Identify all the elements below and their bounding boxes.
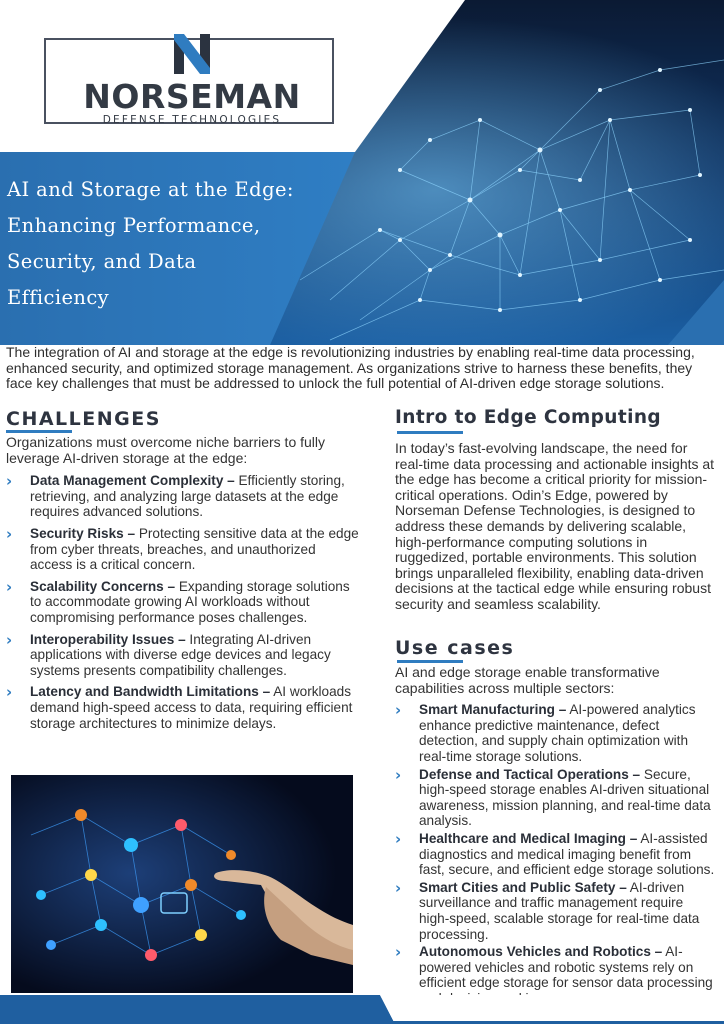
use-cases-section <box>395 665 717 1008</box>
hand-touching-network-image <box>11 775 353 993</box>
logo-wordmark: NORSEMAN <box>83 77 301 116</box>
list-item: › Smart Cities and Public Safety – AI-driven surveillance and traffic management require high-speed, scalable storage for real-time data processing. <box>395 878 700 942</box>
chevron-right-icon: › <box>6 630 13 649</box>
chevron-right-icon: › <box>395 701 402 720</box>
edge-computing-heading: Intro to Edge Computing <box>395 407 662 428</box>
list-item: › Data Management Complexity – Efficiently storing, retrieving, and analyzing large datasets at the edge requires advanced solutions. <box>6 472 345 520</box>
use-cases-lead: AI and edge storage enable transformative capabilities across multiple sectors: <box>395 664 660 696</box>
logo-subtitle: DEFENSE TECHNOLOGIES <box>102 114 282 126</box>
title-line: Enhancing Performance, <box>7 214 261 237</box>
use-cases-heading-underline <box>397 660 463 663</box>
intro-paragraph: The integration of AI and storage at the edge is revolutionizing industries by enabling real-time data processing, enhanced security, and optimized storage management. As organizations strive to harness these benefits, they face key challenges that must be addressed to unlock the full potential of AI-driven edge storage solutions. <box>6 344 695 391</box>
challenges-section <box>6 435 360 737</box>
list-item: › Latency and Bandwidth Limitations – AI workloads demand high-speed access to data, requiring efficient storage architectures to minimize delays. <box>6 683 353 731</box>
list-item: › Security Risks – Protecting sensitive data at the edge from cyber threats, breaches, and unauthorized access is a critical concern. <box>6 524 359 573</box>
page-title <box>7 172 337 316</box>
chevron-right-icon: › <box>6 472 13 491</box>
title-line: AI and Storage at the Edge: <box>7 178 294 201</box>
title-line: Security, and Data <box>7 250 197 273</box>
list-item: › Scalability Concerns – Expanding storage solutions to accommodate growing AI workloads without compromising performance poses challenges. <box>6 577 350 625</box>
footer-stripe <box>0 995 724 1024</box>
challenges-heading-underline <box>6 430 72 433</box>
chevron-right-icon: › <box>395 878 402 897</box>
use-cases-heading: Use cases <box>395 637 515 659</box>
challenges-heading: CHALLENGES <box>6 408 161 430</box>
edge-computing-paragraph: In today’s fast-evolving landscape, the need for real-time data processing and actionable insights at the edge has become a critical priority for mission-critical operations. Odin’s Edge, powered by Norseman Defense Technologies, is designed to address these demands by delivering scalable, high-performance computing solutions in ruggedized, portable environments. This solution brings unparalleled flexibility, enabling data-driven decisions at the tactical edge while ensuring robust security and seamless scalability. <box>395 440 715 612</box>
chevron-right-icon: › <box>395 765 402 784</box>
list-item: › Defense and Tactical Operations – Secure, high-speed storage enables AI-driven situational awareness, mission planning, and real-time data analysis. <box>395 765 711 829</box>
list-item: › Healthcare and Medical Imaging – AI-assisted diagnostics and medical imaging benefit from fast, secure, and efficient edge storage solutions. <box>395 829 715 878</box>
chevron-right-icon: › <box>6 577 13 596</box>
hero-banner <box>0 0 724 345</box>
list-item: › Smart Manufacturing – AI-powered analytics enhance predictive maintenance, defect detection, and supply chain optimization with real-time storage solutions. <box>395 701 696 764</box>
chevron-right-icon: › <box>395 829 402 848</box>
edge-computing-heading-underline <box>397 431 463 434</box>
chevron-right-icon: › <box>6 524 13 543</box>
list-item: › Autonomous Vehicles and Robotics – AI-powered vehicles and robotic systems rely on efficient edge storage for sensor data processing <box>395 943 713 991</box>
challenges-list <box>6 473 360 731</box>
title-line: Efficiency <box>7 286 110 309</box>
chevron-right-icon: › <box>395 943 402 962</box>
challenges-lead: Organizations must overcome niche barriers to fully leverage AI-driven storage at the edge: <box>6 434 326 466</box>
chevron-right-icon: › <box>6 683 13 702</box>
list-item: › Interoperability Issues – Integrating AI-driven applications with diverse edge devices and legacy systems presents compatibility challenges. <box>6 630 331 678</box>
use-cases-list <box>395 702 717 1006</box>
norseman-n-logo-icon <box>170 28 214 80</box>
